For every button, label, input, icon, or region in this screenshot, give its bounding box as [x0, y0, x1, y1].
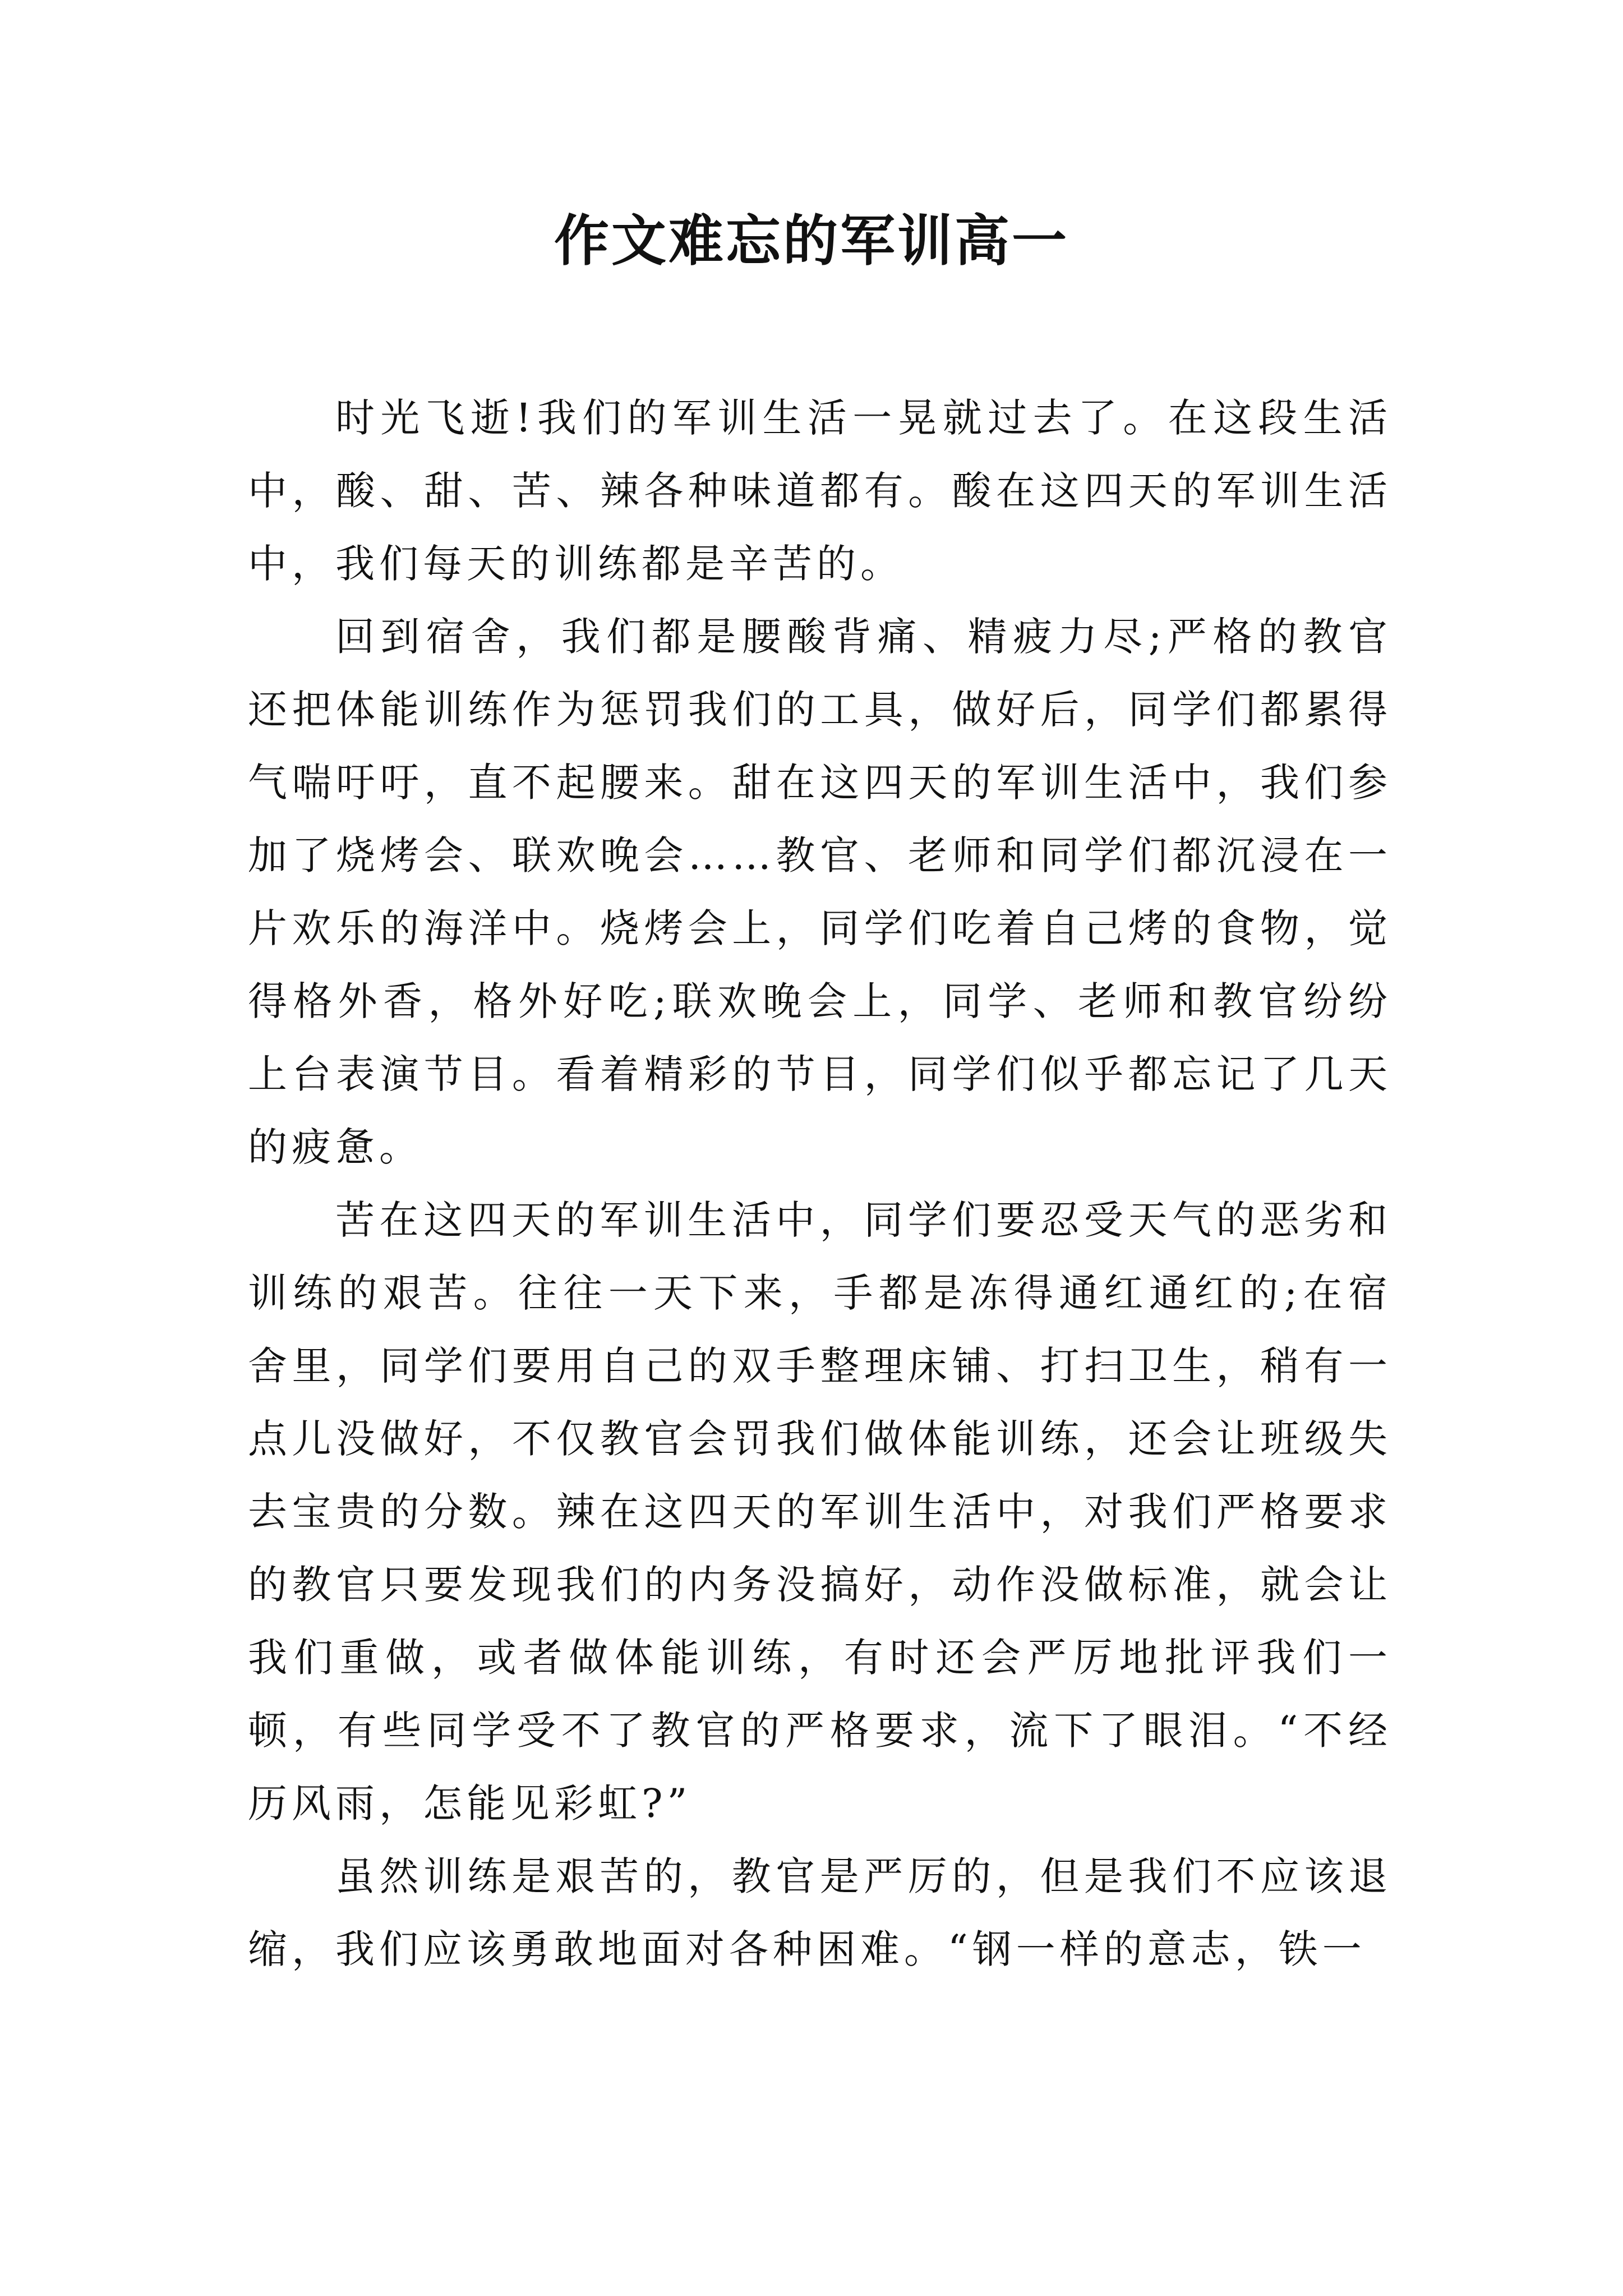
document-title: 作文难忘的军训高一 — [554, 209, 1069, 273]
paragraph: 时光飞逝!我们的军训生活一晃就过去了。在这段生活中，酸、甜、苦、辣各种味道都有。酸在这四天的军训生活中，我们每天的训练都是辛苦的。 — [248, 395, 1392, 587]
paragraph: 苦在这四天的军训生活中，同学们要忍受天气的恶劣和训练的艰苦。往往一天下来，手都是冻得通红通红的;在宿舍里，同学们要用自己的双手整理床铺、打扫卫生，稍有一点儿没做好，不仅教官会罚我们做体能训练，还会让班级失去宝贵的分数。辣在这四天的军训生活中，对我们严格要求的教官只要发现我们的内务没搞好，动作没做标准，就会让我们重做，或者做体能训练，有时还会严厉地批评我们一顿，有些同学受不了教官的严格要求，流下了眼泪。“不经历风雨，怎能见彩虹?” — [248, 1197, 1392, 1826]
paragraph: 回到宿舍，我们都是腰酸背痛、精疲力尽;严格的教官还把体能训练作为惩罚我们的工具，做好后，同学们都累得气喘吁吁，直不起腰来。甜在这四天的军训生活中，我们参加了烧烤会、联欢晚会……教官、老师和同学们都沉浸在一片欢乐的海洋中。烧烤会上，同学们吃着自己烤的食物，觉得格外香，格外好吃;联欢晚会上，同学、老师和教官纷纷上台表演节目。看着精彩的节目，同学们似乎都忘记了几天的疲惫。 — [248, 614, 1392, 1170]
document-body — [248, 381, 1392, 1986]
paragraph: 虽然训练是艰苦的，教官是严厉的，但是我们不应该退缩，我们应该勇敢地面对各种困难。“钢一样的意志，铁一 — [248, 1853, 1392, 1972]
